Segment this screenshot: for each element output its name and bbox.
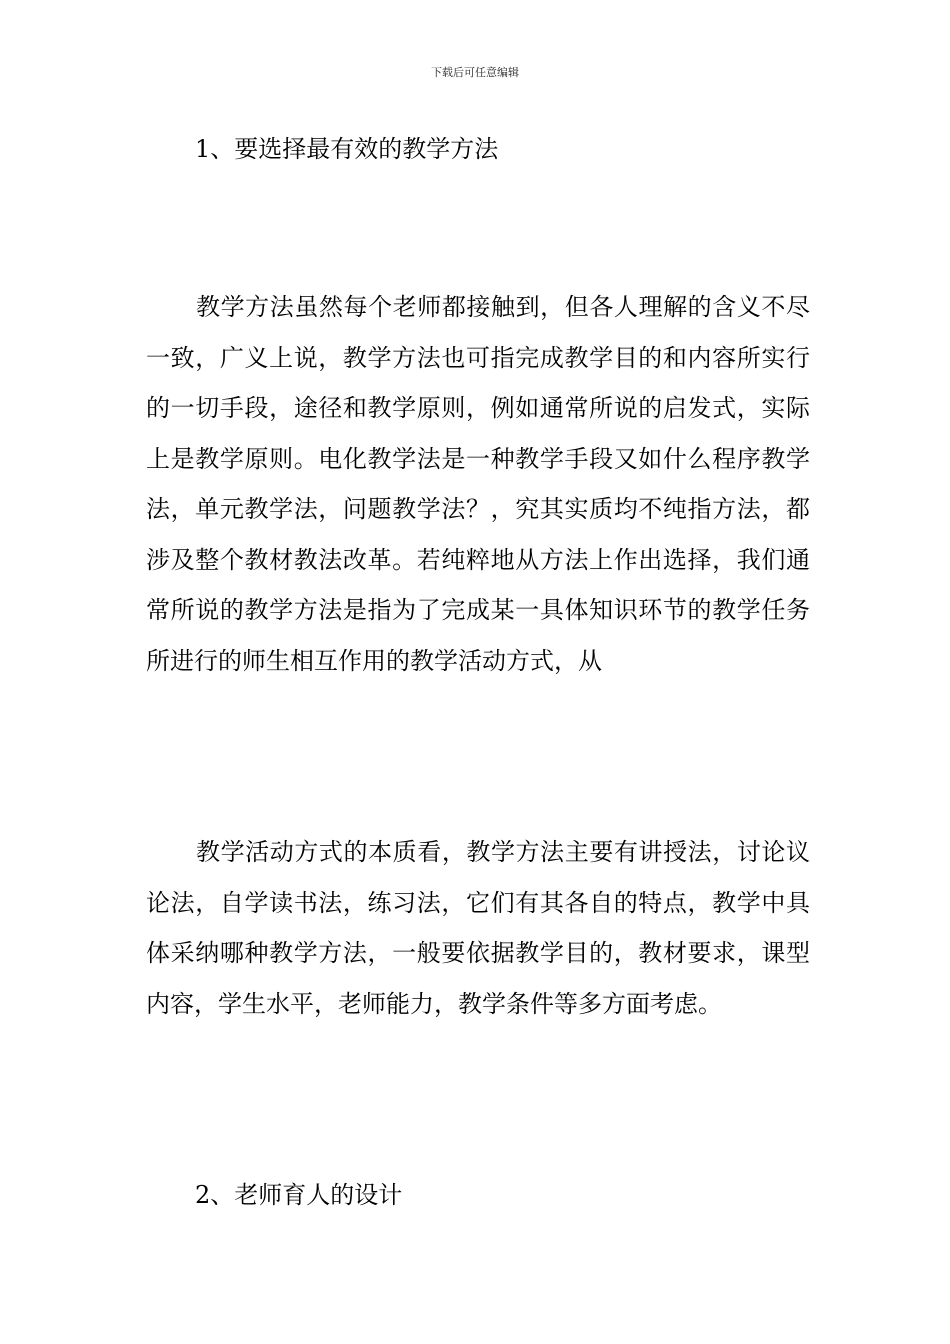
paragraph-2: 教学活动方式的本质看，教学方法主要有讲授法，讨论议论法，自学读书法，练习法，它们有其各自的特点，教学中具体采纳哪种教学方法，一般要依据教学目的，教材要求，课型内容，学生水平，老师能力，教学条件等多方面考虑。 [146,838,810,1018]
section-heading-1: 1、要选择最有效的教学方法 [195,135,499,163]
header-note: 下载后可任意编辑 [431,66,519,79]
paragraph-1: 教学方法虽然每个老师都接触到，但各人理解的含义不尽一致，广义上说，教学方法也可指完成教学目的和内容所实行的一切手段，途径和教学原则，例如通常所说的启发式，实际上是教学原则。电化教学法是一种教学手段又如什么程序教学法，单元教学法，问题教学法？，究其实质均不纯指方法，都涉及整个教材教法改革。若纯粹地从方法上作出选择，我们通常所说的教学方法是指为了完成某一具体知识环节的教学任务所进行的师生相互作用的教学活动方式，从 [146,293,810,675]
section-heading-2: 2、老师育人的设计 [195,1181,403,1209]
